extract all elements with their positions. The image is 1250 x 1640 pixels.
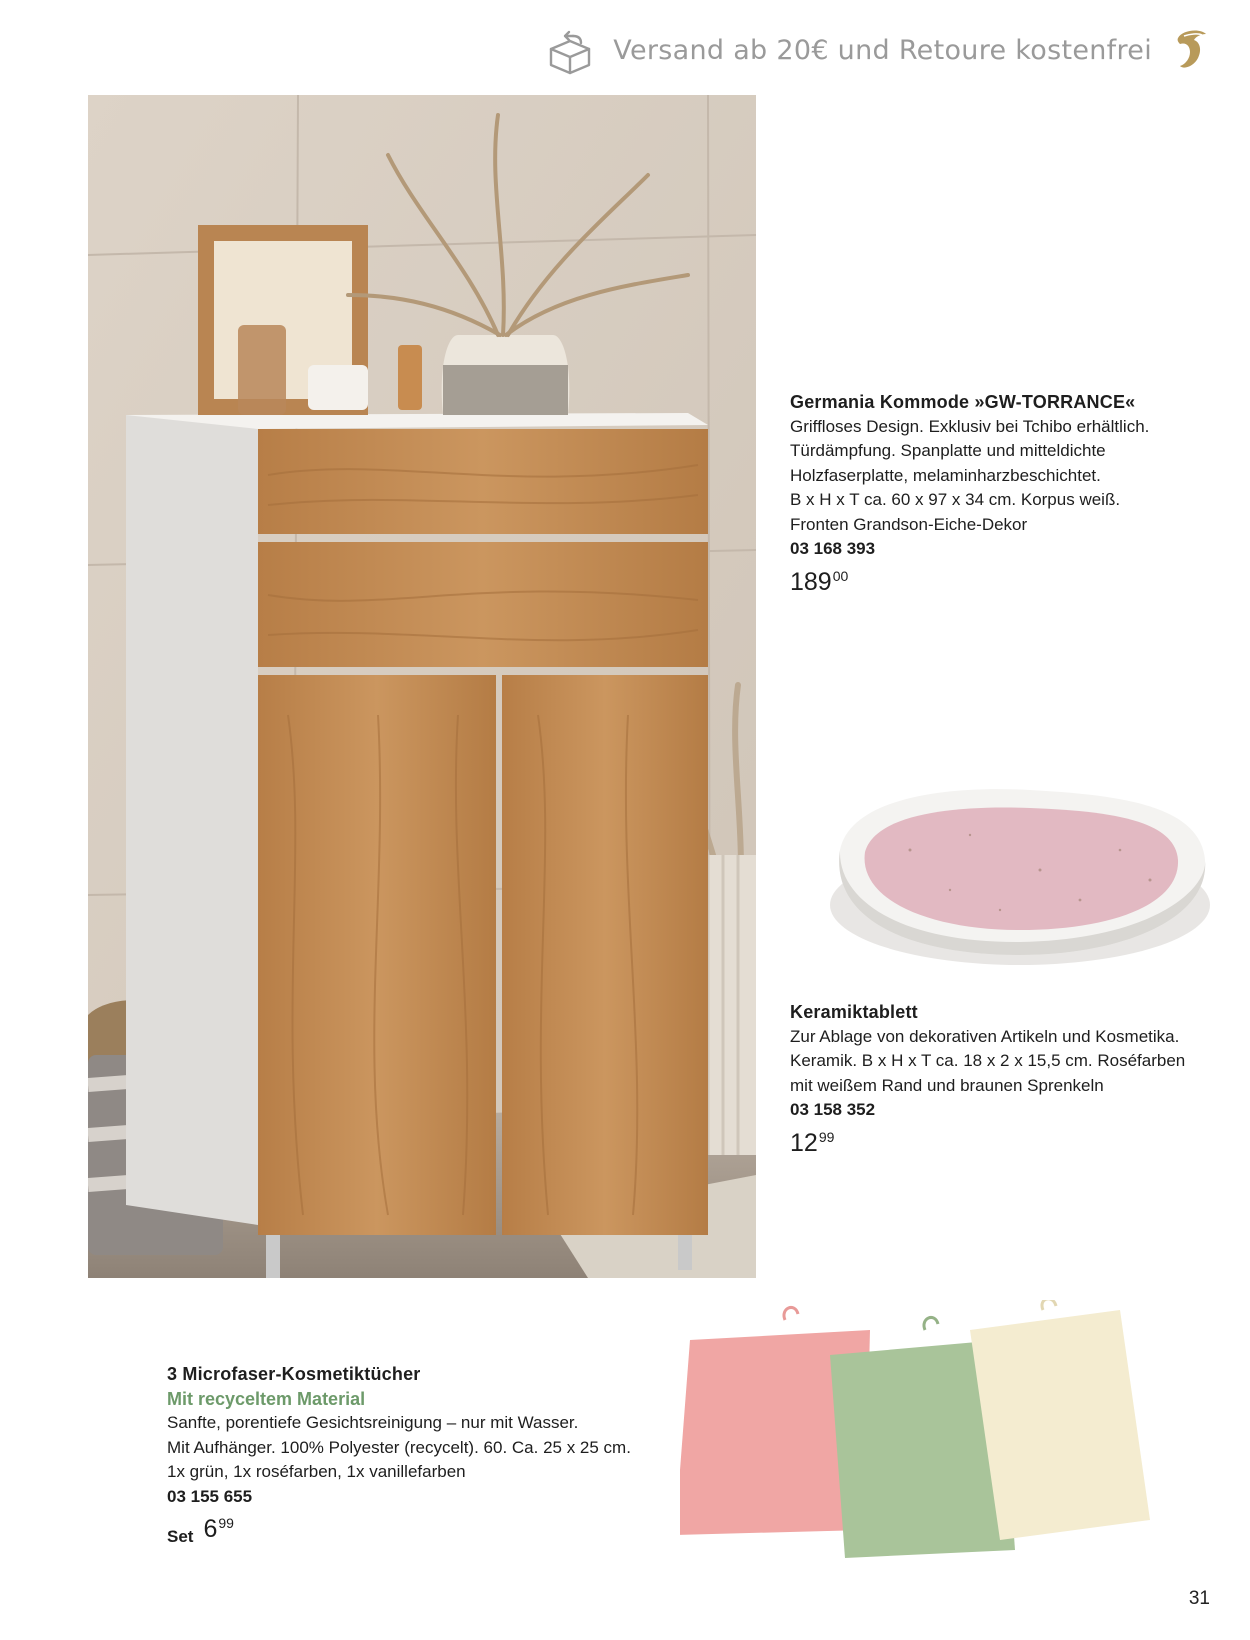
product-desc-line: B x H x T ca. 60 x 97 x 34 cm. Korpus weiß. [790,490,1121,509]
shipping-info: Versand ab 20€ und Retoure kostenfrei [613,34,1152,66]
cosmetic-cloths-photo [680,1300,1240,1560]
product-price [790,568,1230,596]
product-cloths [167,1362,687,1551]
product-desc-line: Mit Aufhänger. 100% Polyester (recycelt). 60. Ca. 25 x 25 cm. [167,1437,631,1457]
product-title: Germania Kommode »GW-TORRANCE« [790,392,1136,412]
product-sku: 03 155 655 [167,1486,253,1506]
ceramic-tray-photo [820,780,1220,970]
product-desc-line: mit weißem Rand und braunen Sprenkeln [790,1075,1104,1095]
product-subtitle: Mit recyceltem Material [167,1388,366,1409]
product-desc-line: Sanfte, porentiefe Gesichtsreinigung – nur mit Wasser. [167,1413,579,1432]
cabinet-photo [88,95,756,1278]
price-main: 6 [203,1515,218,1543]
page-header [543,22,1210,78]
tchibo-bean-logo-icon [1172,28,1210,72]
product-cabinet [790,390,1230,596]
price-main: 12 [790,1128,818,1157]
return-box-icon [543,23,597,77]
product-desc-line: Keramik. B x H x T ca. 18 x 2 x 15,5 cm. Roséfarben [790,1051,1186,1070]
product-sku: 03 168 393 [790,539,876,558]
product-desc-line: Zur Ablage von dekorativen Artikeln und Kosmetika. [790,1026,1180,1046]
price-cents: 99 [818,1128,835,1145]
product-title: Keramiktablett [790,1002,918,1022]
price-main: 189 [790,567,832,596]
product-desc-line: 1x grün, 1x roséfarben, 1x vanillefarben [167,1462,466,1481]
product-desc-line: Türdämpfung. Spanplatte und mitteldichte [790,441,1106,460]
product-price [790,1129,1230,1157]
cabinet-illustration [88,95,756,1278]
product-desc-line: Holzfaserplatte, melaminharzbeschichtet. [790,465,1101,485]
product-tray [790,1000,1230,1157]
product-title: 3 Microfaser-Kosmetiktücher [167,1364,421,1384]
price-cents: 99 [218,1515,234,1531]
page-number: 31 [1188,1588,1210,1609]
product-price [167,1515,687,1551]
product-desc-line: Griffloses Design. Exklusiv bei Tchibo erhältlich. [790,416,1150,436]
price-cents: 00 [832,567,849,584]
product-desc-line: Fronten Grandson-Eiche-Dekor [790,514,1028,534]
product-sku: 03 158 352 [790,1100,876,1119]
price-prefix: Set [167,1527,194,1546]
